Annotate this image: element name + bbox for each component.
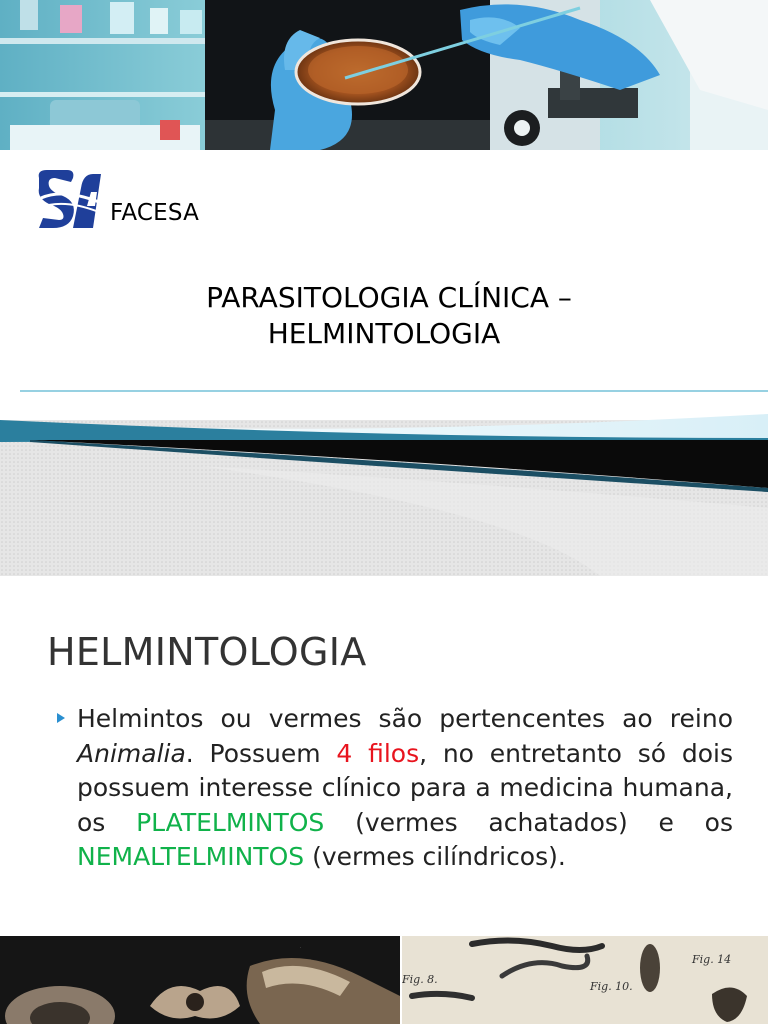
- fig-10-label: Fig. 10.: [590, 980, 633, 993]
- title-line-2: HELMINTOLOGIA: [267, 317, 501, 350]
- lab-petri-dish-photo: [0, 0, 768, 150]
- bullet-text-animalia: Animalia: [77, 738, 186, 768]
- highlight-nemaltelmintos: NEMALTELMINTOS: [77, 842, 305, 871]
- slide-title: [0, 280, 768, 352]
- section-heading: HELMINTOLOGIA: [47, 630, 367, 674]
- decorative-swoosh-band: [0, 380, 768, 576]
- worm-microscopy-photo: [0, 936, 400, 1024]
- fig-8-label: Fig. 8.: [402, 973, 438, 986]
- bullet-paragraph: [77, 702, 733, 875]
- fig-14-label: Fig. 14: [692, 953, 732, 966]
- slide-2: [0, 576, 768, 1024]
- bullet-text-5: , no entretanto só dois possuem interesse clínico para a medicina humana, os: [77, 738, 733, 837]
- bullet-arrow-icon: [57, 713, 65, 723]
- bullet-text-1: Helmintos ou vermes são pertencentes ao reino: [77, 704, 733, 733]
- title-line-1: PARASITOLOGIA CLÍNICA –: [206, 281, 572, 314]
- svg-text:.: .: [300, 944, 302, 949]
- worm-engraving-illustration: [402, 936, 768, 1024]
- bullet-text-7: (vermes achatados) e os: [324, 807, 733, 837]
- highlight-platelmintos: PLATELMINTOS: [136, 807, 325, 837]
- facesa-logo-icon: [33, 168, 103, 230]
- highlight-4-filos: 4 filos: [336, 738, 420, 768]
- bullet-text-9: (vermes cilíndricos).: [304, 842, 566, 871]
- brand-name: FACESA: [110, 200, 199, 226]
- bullet-text-3: . Possuem: [185, 738, 337, 768]
